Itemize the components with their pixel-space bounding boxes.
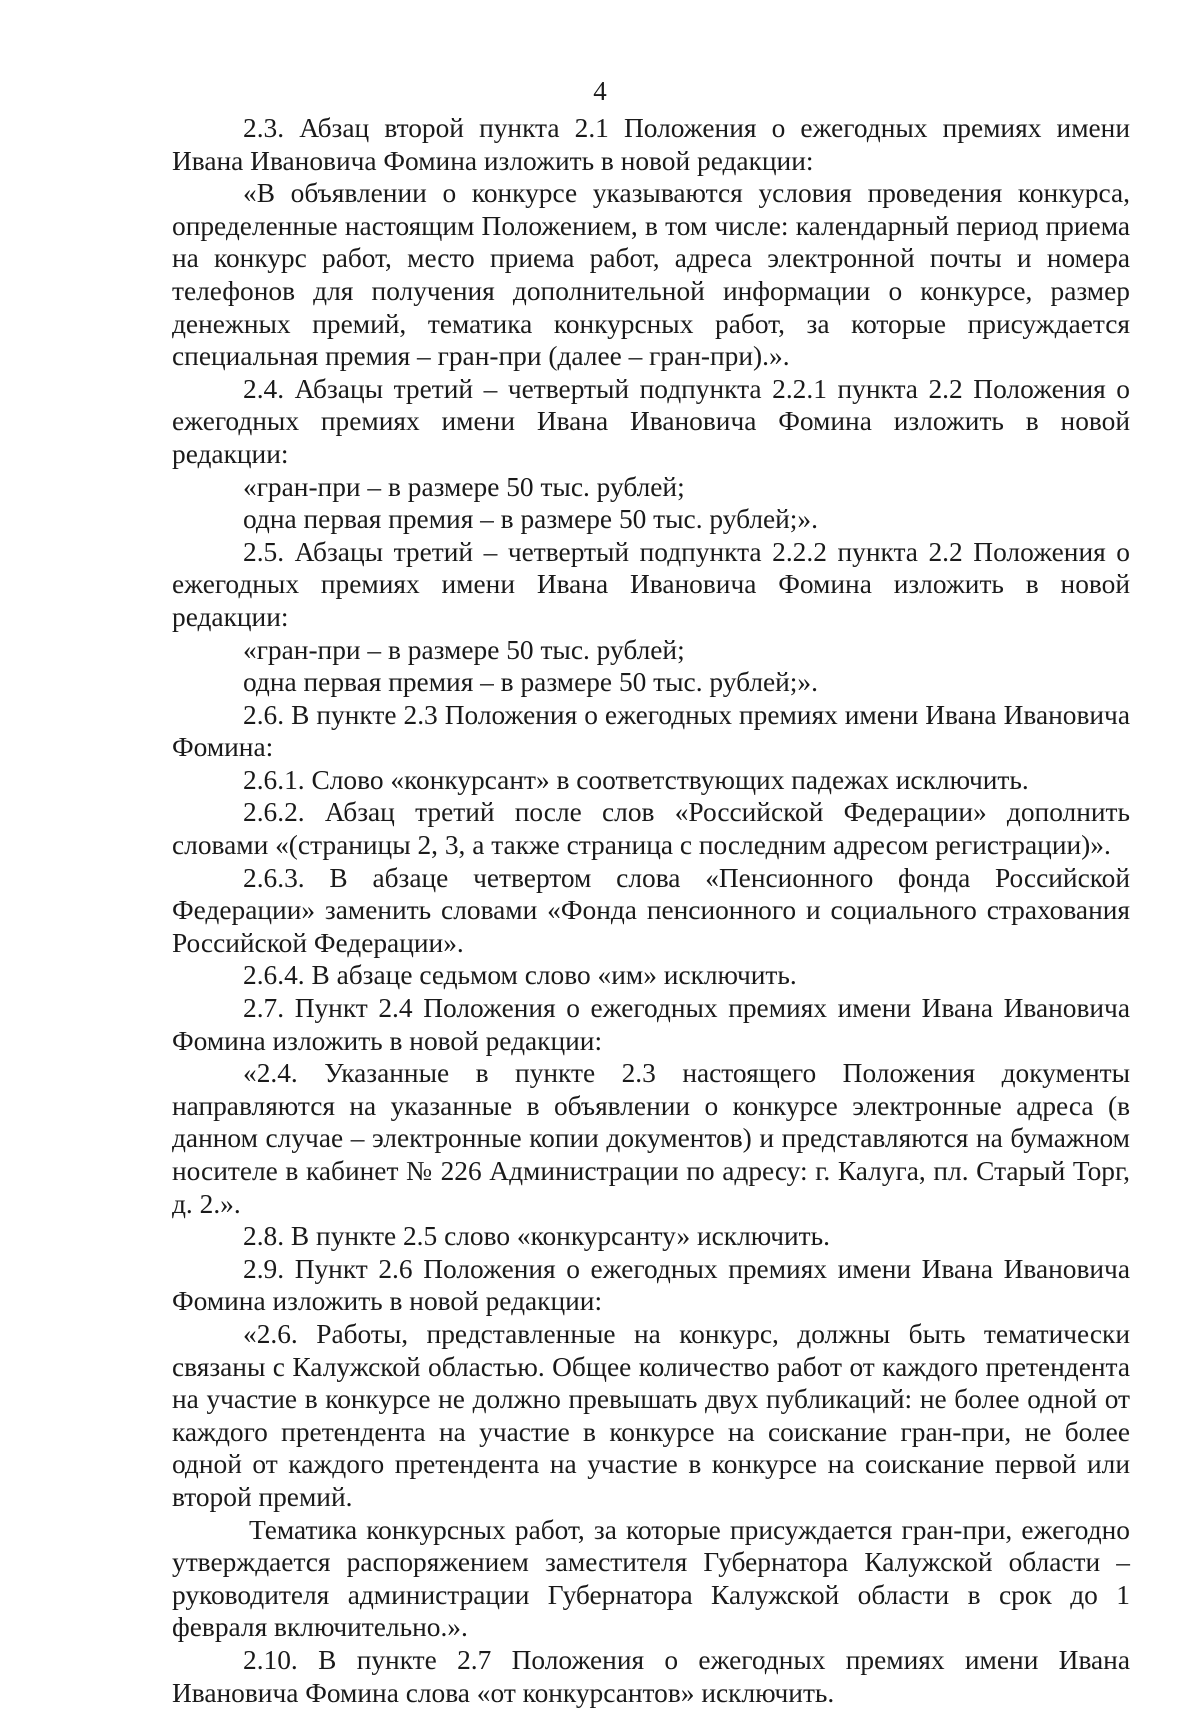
- paragraph-2-9-theme: Тематика конкурсных работ, за которые присуждается гран-при, ежегодно утверждается распоряжением заместителя Губернатора Калужской области – руководителя администрации Губернатора Калужской области в срок до 1 февраля включительно.».: [172, 1514, 1130, 1643]
- paragraph-2-4-grand-prix: «гран-при – в размере 50 тыс. рублей;: [243, 471, 685, 502]
- paragraph-2-3: 2.3. Абзац второй пункта 2.1 Положения о ежегодных премиях имени Ивана Ивановича Фомина изложить в новой редакции:: [172, 113, 1130, 176]
- paragraph-2-6-3: 2.6.3. В абзаце четвертом слова «Пенсионного фонда Российской Федерации» заменить словами «Фонда пенсионного и социального страхования Российской Федерации».: [172, 862, 1130, 958]
- paragraph-2-4-first-prize: одна первая премия – в размере 50 тыс. рублей;».: [243, 504, 818, 535]
- paragraph-2-4: 2.4. Абзацы третий – четвертый подпункта 2.2.1 пункта 2.2 Положения о ежегодных премиях имени Ивана Ивановича Фомина изложить в новой редакции:: [172, 373, 1130, 469]
- paragraph-2-6: 2.6. В пункте 2.3 Положения о ежегодных премиях имени Ивана Ивановича Фомина:: [172, 699, 1130, 763]
- paragraph-2-10: 2.10. В пункте 2.7 Положения о ежегодных премиях имени Ивана Ивановича Фомина слова «от конкурсантов» исключить.: [172, 1644, 1130, 1708]
- paragraph-2-6-1: 2.6.1. Слово «конкурсант» в соответствующих падежах исключить.: [243, 764, 1029, 795]
- paragraph-2-5-first-prize: одна первая премия – в размере 50 тыс. рублей;».: [243, 667, 818, 698]
- paragraph-2-8: 2.8. В пункте 2.5 слово «конкурсанту» исключить.: [243, 1221, 830, 1252]
- page-number: 4: [593, 76, 607, 106]
- paragraph-2-5: 2.5. Абзацы третий – четвертый подпункта 2.2.2 пункта 2.2 Положения о ежегодных премиях имени Ивана Ивановича Фомина изложить в новой редакции:: [172, 536, 1130, 632]
- paragraph-2-7: 2.7. Пункт 2.4 Положения о ежегодных премиях имени Ивана Ивановича Фомина изложить в новой редакции:: [172, 993, 1130, 1056]
- paragraph-2-7-quote: «2.4. Указанные в пункте 2.3 настоящего Положения документы направляются на указанные в объявлении о конкурсе электронные адреса (в данном случае – электронные копии документов) и представляются на бумажном носителе в кабинет № 226 Администрации по адресу: г. Калуга, пл. Старый Торг, д. 2.».: [172, 1058, 1130, 1219]
- paragraph-2-6-2: 2.6.2. Абзац третий после слов «Российской Федерации» дополнить словами «(страницы 2, 3, а также страница с последним адресом регистрации)».: [172, 797, 1130, 861]
- paragraph-2-9: 2.9. Пункт 2.6 Положения о ежегодных премиях имени Ивана Ивановича Фомина изложить в новой редакции:: [172, 1253, 1130, 1317]
- paragraph-2-6-4: 2.6.4. В абзаце седьмом слово «им» исключить.: [243, 960, 797, 991]
- document-body: [172, 112, 1130, 1709]
- paragraph-2-5-grand-prix: «гран-при – в размере 50 тыс. рублей;: [243, 634, 685, 665]
- paragraph-2-9-quote: «2.6. Работы, представленные на конкурс, должны быть тематически связаны с Калужской областью. Общее количество работ от каждого претендента на участие в конкурсе не должно превышать двух публикаций: не более одной от каждого претендента на участие в конкурсе на соискание гран-при, не более одной от каждого претендента на участие в конкурсе на соискание первой или второй премий.: [172, 1318, 1130, 1512]
- paragraph-2-3-quote: «В объявлении о конкурсе указываются условия проведения конкурса, определенные настоящим Положением, в том числе: календарный период приема на конкурс работ, место приема работ, адреса электронной почты и номера телефонов для получения дополнительной информации о конкурсе, размер денежных премий, тематика конкурсных работ, за которые присуждается специальная премия – гран-при (далее – гран-при).».: [172, 178, 1130, 372]
